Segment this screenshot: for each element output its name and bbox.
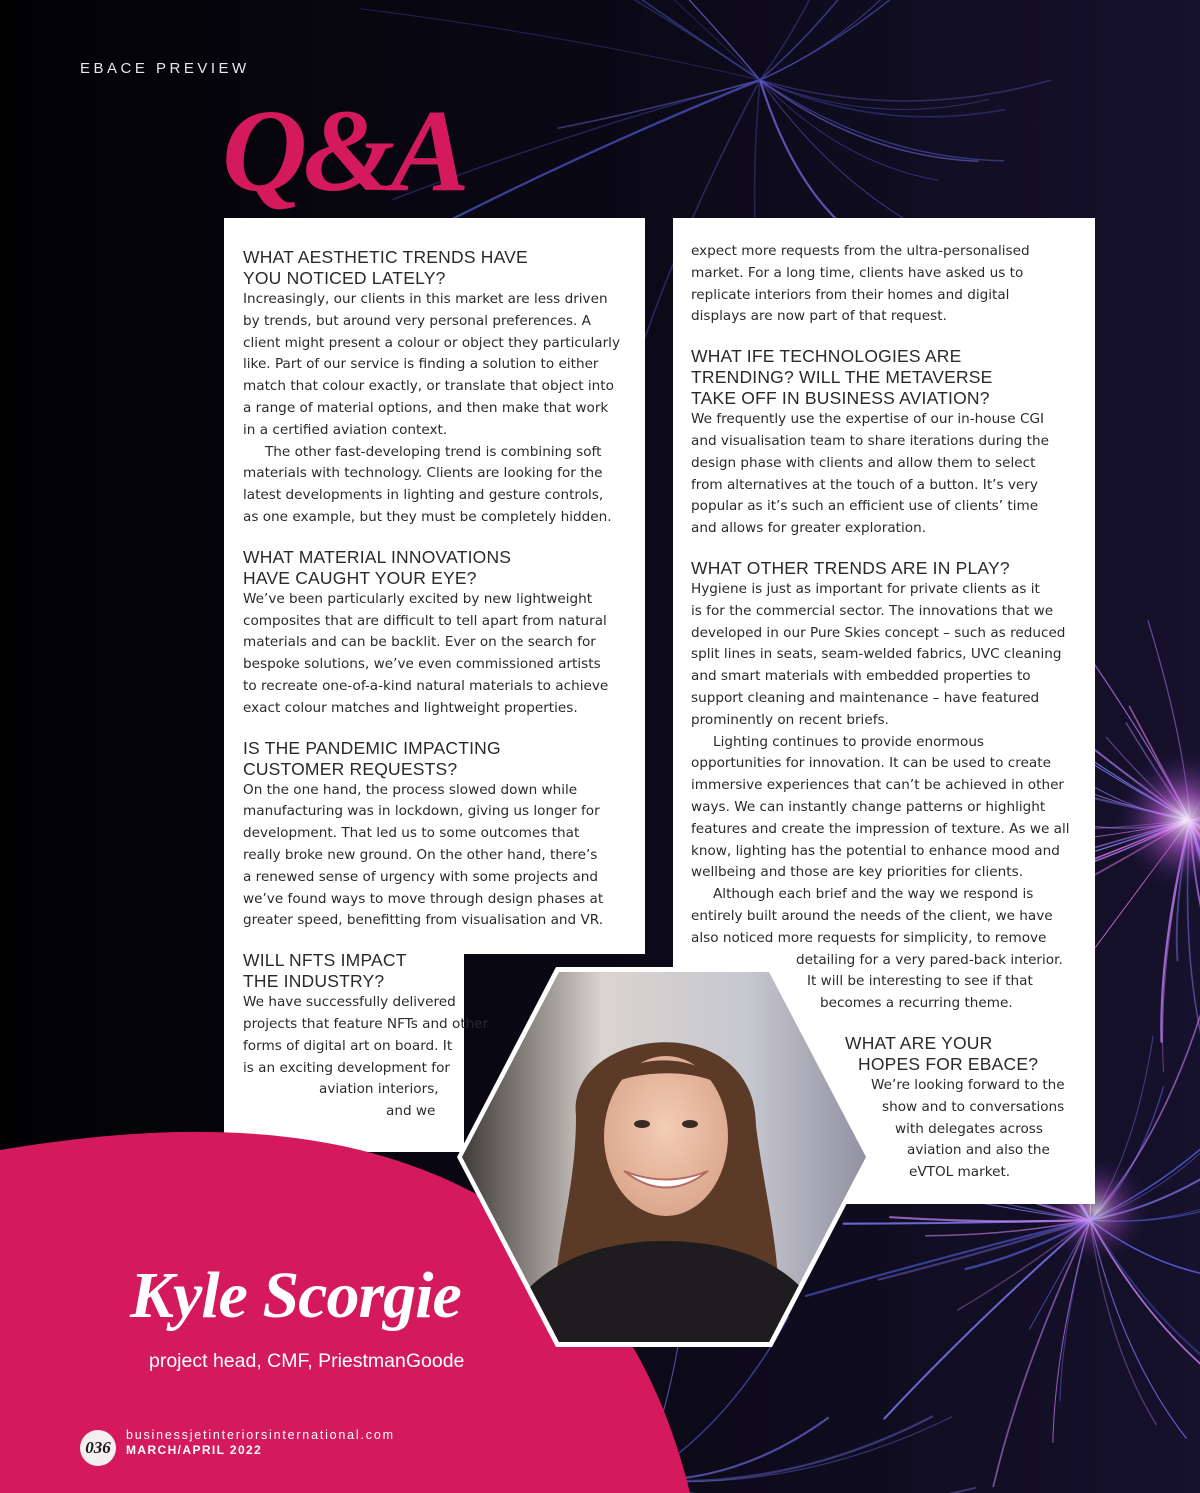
issue-date: MARCH/APRIL 2022 bbox=[126, 1443, 263, 1457]
text-line: popular as it’s such an efficient use of clients’ time bbox=[691, 498, 1039, 515]
text-line: CUSTOMER REQUESTS? bbox=[243, 758, 458, 779]
text-line: and smart materials with embedded properties to bbox=[691, 668, 1031, 685]
text-line: know, lighting has the potential to enhance mood and bbox=[691, 842, 1060, 859]
answer-paragraph bbox=[691, 409, 1083, 540]
text-line: support cleaning and maintenance – have featured bbox=[691, 689, 1040, 706]
text-line: a range of material options, and then make that work bbox=[243, 399, 609, 416]
text-line: developed in our Pure Skies concept – such as reduced bbox=[691, 624, 1066, 641]
text-line: WHAT AESTHETIC TRENDS HAVE bbox=[243, 247, 528, 267]
text-line: We have successfully delivered bbox=[243, 994, 456, 1011]
section-label: EBACE PREVIEW bbox=[80, 60, 250, 77]
text-line: also noticed more requests for simplicity, to remove bbox=[691, 929, 1047, 946]
answer-paragraph bbox=[243, 780, 633, 933]
text-line: The other fast-developing trend is combining soft bbox=[265, 443, 602, 460]
text-line: with delegates across bbox=[895, 1120, 1043, 1137]
text-line: match that colour exactly, or translate that object into bbox=[243, 378, 614, 395]
text-line: materials with technology. Clients are looking for the bbox=[243, 465, 603, 482]
text-line: split lines in seats, seam-welded fabrics, UVC cleaning bbox=[691, 646, 1062, 663]
text-line: THE INDUSTRY? bbox=[243, 971, 385, 992]
text-line: manufacturing was in lockdown, giving us longer for bbox=[243, 803, 600, 820]
text-line: TRENDING? WILL THE METAVERSE bbox=[691, 367, 993, 388]
text-line: is an exciting development for bbox=[243, 1059, 450, 1076]
question-material-innovations bbox=[243, 547, 633, 589]
text-line: features and create the impression of texture. As we all bbox=[691, 820, 1070, 837]
text-line: composites that are difficult to tell apart from natural bbox=[243, 612, 607, 629]
text-line: HOPES FOR EBACE? bbox=[858, 1053, 1039, 1074]
text-line: exact colour matches and lightweight properties. bbox=[243, 699, 578, 716]
text-line: is for the commercial sector. The innovations that we bbox=[691, 602, 1054, 619]
text-line: opportunities for innovation. It can be used to create bbox=[691, 755, 1051, 772]
text-line: entirely built around the needs of the client, we have bbox=[691, 907, 1053, 924]
text-line: a renewed sense of urgency with some projects and bbox=[243, 868, 599, 885]
text-line: Hygiene is just as important for private clients as it bbox=[691, 580, 1040, 597]
text-line: IS THE PANDEMIC IMPACTING bbox=[243, 737, 501, 758]
text-line: we’ve found ways to move through design phases at bbox=[243, 890, 604, 907]
text-line: prominently on recent briefs. bbox=[691, 711, 889, 728]
answer-paragraph bbox=[243, 442, 633, 529]
text-line: Lighting continues to provide enormous bbox=[713, 733, 985, 750]
page-number: 036 bbox=[80, 1430, 116, 1466]
answer-paragraph bbox=[243, 589, 633, 720]
question-other-trends bbox=[691, 558, 1083, 579]
text-line: show and to conversations bbox=[882, 1098, 1065, 1115]
text-line: We’re looking forward to the bbox=[871, 1076, 1065, 1093]
text-line: greater speed, benefitting from visualisation and VR. bbox=[243, 912, 604, 929]
answer-paragraph bbox=[691, 241, 1083, 328]
text-line: client might present a colour or object they particularly bbox=[243, 334, 621, 351]
text-line: HAVE CAUGHT YOUR EYE? bbox=[243, 567, 477, 588]
text-line: displays are now part of that request. bbox=[691, 308, 947, 325]
text-line: in a certified aviation context. bbox=[243, 421, 448, 438]
text-line: aviation and also the bbox=[907, 1142, 1050, 1159]
text-line: detailing for a very pared-back interior. bbox=[796, 951, 1063, 968]
text-line: development. That led us to some outcomes that bbox=[243, 825, 580, 842]
text-line: TAKE OFF IN BUSINESS AVIATION? bbox=[691, 388, 990, 409]
publication-website: businessjetinteriorsinternational.com bbox=[126, 1428, 395, 1442]
interviewee-name: Kyle Scorgie bbox=[130, 1259, 461, 1332]
text-line: eVTOL market. bbox=[909, 1164, 1011, 1181]
text-line: and we bbox=[386, 1103, 436, 1120]
text-line: WHAT ARE YOUR bbox=[845, 1032, 993, 1053]
question-pandemic bbox=[243, 738, 633, 780]
text-line: We’ve been particularly excited by new lightweight bbox=[243, 590, 593, 607]
text-line: YOU NOTICED LATELY? bbox=[243, 268, 446, 288]
text-line: bespoke solutions, we’ve even commissioned artists bbox=[243, 656, 601, 673]
text-line: and allows for greater exploration. bbox=[691, 520, 927, 537]
answer-paragraph bbox=[691, 732, 1083, 885]
text-line: replicate interiors from their homes and digital bbox=[691, 286, 1010, 303]
text-line: becomes a recurring theme. bbox=[820, 995, 1013, 1012]
text-line: ways. We can instantly change patterns or highlight bbox=[691, 798, 1046, 815]
portrait-photo bbox=[456, 966, 872, 1348]
text-line: WHAT IFE TECHNOLOGIES ARE bbox=[691, 346, 962, 367]
text-line: market. For a long time, clients have asked us to bbox=[691, 264, 1024, 281]
text-line: like. Part of our service is finding a solution to either bbox=[243, 356, 599, 373]
text-line: WHAT OTHER TRENDS ARE IN PLAY? bbox=[691, 557, 1010, 578]
text-line: forms of digital art on board. It bbox=[243, 1037, 453, 1054]
text-line: It will be interesting to see if that bbox=[807, 973, 1033, 990]
text-line: expect more requests from the ultra-personalised bbox=[691, 243, 1030, 259]
text-line: On the one hand, the process slowed down while bbox=[243, 781, 578, 798]
answer-paragraph bbox=[691, 579, 1083, 732]
text-line: latest developments in lighting and gesture controls, bbox=[243, 487, 604, 504]
text-line: Although each brief and the way we respond is bbox=[713, 886, 1034, 903]
text-line: immersive experiences that can’t be achieved in other bbox=[691, 777, 1065, 794]
text-line: wellbeing and those are key priorities for clients. bbox=[691, 864, 1024, 881]
text-line: WILL NFTS IMPACT bbox=[243, 950, 407, 971]
text-line: and visualisation team to share iterations during the bbox=[691, 432, 1049, 449]
text-line: materials and can be backlit. Ever on the search for bbox=[243, 634, 596, 651]
text-line: really broke new ground. On the other hand, there’s bbox=[243, 846, 598, 863]
page-title: Q&A bbox=[222, 85, 466, 216]
text-line: to recreate one-of-a-kind natural materials to achieve bbox=[243, 677, 609, 694]
text-line: by trends, but around very personal preferences. A bbox=[243, 312, 591, 329]
question-ife-technologies bbox=[691, 346, 1083, 409]
text-line: WHAT MATERIAL INNOVATIONS bbox=[243, 546, 512, 567]
text-line: Increasingly, our clients in this market are less driven bbox=[243, 291, 608, 307]
question-aesthetic-trends bbox=[243, 247, 633, 289]
answer-paragraph bbox=[243, 289, 633, 442]
text-line: from alternatives at the touch of a button. It’s very bbox=[691, 476, 1038, 493]
text-line: projects that feature NFTs and other bbox=[243, 1015, 489, 1032]
text-line: aviation interiors, bbox=[319, 1081, 439, 1098]
text-line: as one example, but they must be completely hidden. bbox=[243, 508, 612, 525]
interviewee-role: project head, CMF, PriestmanGoode bbox=[149, 1350, 465, 1372]
text-line: We frequently use the expertise of our in-house CGI bbox=[691, 411, 1045, 428]
text-line: design phase with clients and allow them to select bbox=[691, 454, 1036, 471]
